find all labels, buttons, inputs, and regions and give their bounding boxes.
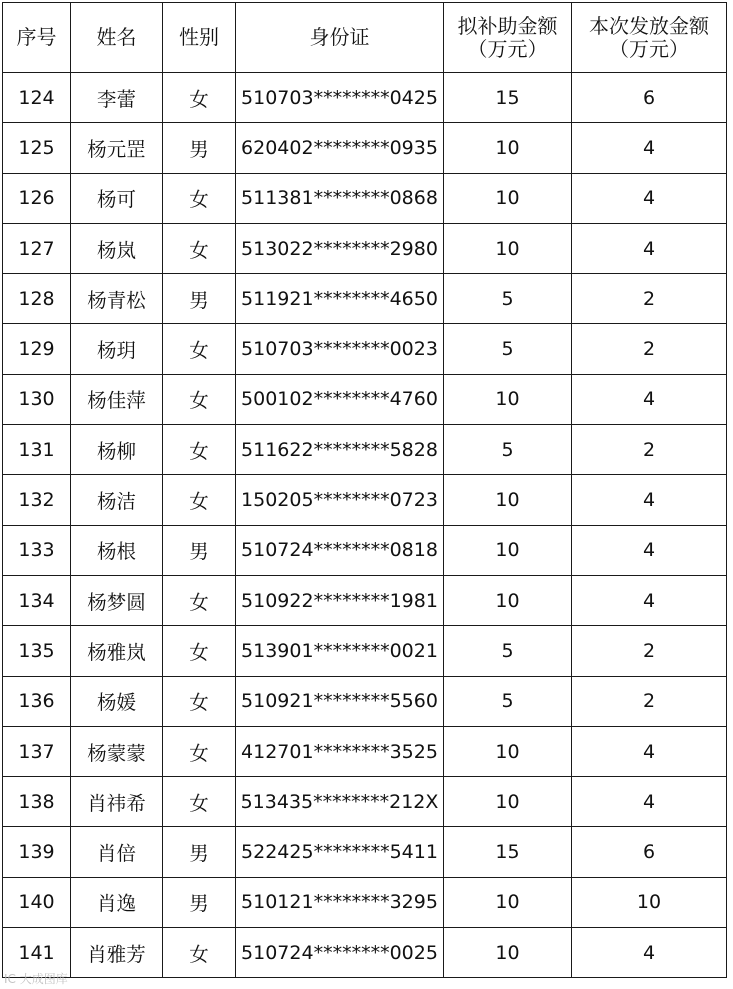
header-id: 身份证	[236, 3, 444, 73]
cell-issued-amount: 4	[572, 374, 727, 424]
cell-issued-amount: 4	[572, 726, 727, 776]
cell-proposed-amount: 10	[444, 123, 572, 173]
cell-id-number: 500102********4760	[236, 374, 444, 424]
cell-gender: 女	[163, 73, 236, 123]
table-row	[3, 425, 727, 475]
header-gender: 性别	[163, 3, 236, 73]
table-body	[3, 73, 727, 978]
cell-id-number: 510724********0025	[236, 928, 444, 978]
cell-seq: 137	[3, 726, 71, 776]
cell-seq: 134	[3, 575, 71, 625]
cell-gender: 女	[163, 374, 236, 424]
cell-name: 杨梦圆	[71, 575, 163, 625]
cell-id-number: 513435********212X	[236, 777, 444, 827]
cell-issued-amount: 4	[572, 123, 727, 173]
cell-name: 肖祎希	[71, 777, 163, 827]
cell-name: 杨媛	[71, 676, 163, 726]
cell-seq: 141	[3, 928, 71, 978]
cell-seq: 125	[3, 123, 71, 173]
cell-proposed-amount: 5	[444, 425, 572, 475]
cell-proposed-amount: 5	[444, 676, 572, 726]
cell-seq: 135	[3, 626, 71, 676]
cell-seq: 127	[3, 223, 71, 273]
cell-issued-amount: 4	[572, 475, 727, 525]
cell-proposed-amount: 10	[444, 475, 572, 525]
cell-seq: 139	[3, 827, 71, 877]
cell-seq: 124	[3, 73, 71, 123]
cell-issued-amount: 4	[572, 777, 727, 827]
cell-name: 杨蒙蒙	[71, 726, 163, 776]
cell-issued-amount: 10	[572, 877, 727, 927]
cell-proposed-amount: 5	[444, 274, 572, 324]
header-name: 姓名	[71, 3, 163, 73]
cell-name: 李蕾	[71, 73, 163, 123]
cell-gender: 女	[163, 425, 236, 475]
cell-gender: 女	[163, 575, 236, 625]
table-row	[3, 223, 727, 273]
header-proposed-label: 拟补助金额	[457, 13, 558, 38]
cell-id-number: 513901********0021	[236, 626, 444, 676]
cell-id-number: 620402********0935	[236, 123, 444, 173]
cell-name: 杨根	[71, 525, 163, 575]
cell-issued-amount: 2	[572, 274, 727, 324]
cell-issued-amount: 6	[572, 73, 727, 123]
header-issued-amount	[572, 3, 727, 73]
cell-proposed-amount: 15	[444, 73, 572, 123]
cell-id-number: 510724********0818	[236, 525, 444, 575]
cell-issued-amount: 4	[572, 525, 727, 575]
cell-id-number: 522425********5411	[236, 827, 444, 877]
cell-gender: 男	[163, 123, 236, 173]
cell-seq: 130	[3, 374, 71, 424]
cell-gender: 女	[163, 626, 236, 676]
watermark: IC 大成图库	[4, 972, 68, 986]
cell-seq: 140	[3, 877, 71, 927]
cell-id-number: 510121********3295	[236, 877, 444, 927]
table-row	[3, 626, 727, 676]
cell-proposed-amount: 10	[444, 223, 572, 273]
header-row	[3, 3, 727, 73]
cell-name: 肖逸	[71, 877, 163, 927]
cell-id-number: 510921********5560	[236, 676, 444, 726]
cell-name: 杨岚	[71, 223, 163, 273]
cell-name: 杨洁	[71, 475, 163, 525]
cell-name: 杨佳萍	[71, 374, 163, 424]
header-seq: 序号	[3, 3, 71, 73]
cell-name: 杨可	[71, 173, 163, 223]
cell-issued-amount: 4	[572, 928, 727, 978]
cell-id-number: 510703********0023	[236, 324, 444, 374]
cell-proposed-amount: 10	[444, 575, 572, 625]
cell-seq: 131	[3, 425, 71, 475]
table-row	[3, 575, 727, 625]
subsidy-table	[2, 2, 727, 978]
cell-seq: 128	[3, 274, 71, 324]
table-row	[3, 173, 727, 223]
cell-id-number: 513022********2980	[236, 223, 444, 273]
cell-proposed-amount: 10	[444, 374, 572, 424]
table-row	[3, 475, 727, 525]
cell-issued-amount: 6	[572, 827, 727, 877]
cell-issued-amount: 4	[572, 173, 727, 223]
cell-proposed-amount: 10	[444, 525, 572, 575]
cell-issued-amount: 2	[572, 425, 727, 475]
cell-issued-amount: 4	[572, 575, 727, 625]
cell-proposed-amount: 10	[444, 777, 572, 827]
cell-name: 杨雅岚	[71, 626, 163, 676]
cell-gender: 男	[163, 525, 236, 575]
cell-name: 杨玥	[71, 324, 163, 374]
cell-seq: 129	[3, 324, 71, 374]
cell-proposed-amount: 5	[444, 324, 572, 374]
cell-id-number: 511622********5828	[236, 425, 444, 475]
cell-name: 杨柳	[71, 425, 163, 475]
table-row	[3, 726, 727, 776]
cell-seq: 126	[3, 173, 71, 223]
cell-issued-amount: 2	[572, 676, 727, 726]
cell-id-number: 511381********0868	[236, 173, 444, 223]
table-row	[3, 274, 727, 324]
cell-gender: 女	[163, 726, 236, 776]
cell-proposed-amount: 10	[444, 726, 572, 776]
cell-gender: 女	[163, 928, 236, 978]
cell-issued-amount: 2	[572, 626, 727, 676]
cell-proposed-amount: 15	[444, 827, 572, 877]
cell-id-number: 150205********0723	[236, 475, 444, 525]
cell-name: 肖雅芳	[71, 928, 163, 978]
cell-gender: 男	[163, 274, 236, 324]
cell-seq: 133	[3, 525, 71, 575]
cell-name: 肖倍	[71, 827, 163, 877]
table-row	[3, 525, 727, 575]
table-row	[3, 123, 727, 173]
table-row	[3, 73, 727, 123]
cell-proposed-amount: 10	[444, 877, 572, 927]
cell-name: 杨元罡	[71, 123, 163, 173]
table-row	[3, 928, 727, 978]
cell-seq: 136	[3, 676, 71, 726]
cell-gender: 女	[163, 173, 236, 223]
table-row	[3, 827, 727, 877]
table-row	[3, 777, 727, 827]
header-proposed-amount	[444, 3, 572, 73]
cell-seq: 132	[3, 475, 71, 525]
cell-proposed-amount: 5	[444, 626, 572, 676]
cell-gender: 女	[163, 223, 236, 273]
cell-gender: 女	[163, 777, 236, 827]
cell-id-number: 412701********3525	[236, 726, 444, 776]
header-issued-label: 本次发放金额	[589, 13, 709, 38]
cell-name: 杨青松	[71, 274, 163, 324]
cell-gender: 男	[163, 827, 236, 877]
table-row	[3, 374, 727, 424]
table-row	[3, 676, 727, 726]
cell-proposed-amount: 10	[444, 173, 572, 223]
cell-id-number: 511921********4650	[236, 274, 444, 324]
cell-issued-amount: 2	[572, 324, 727, 374]
cell-proposed-amount: 10	[444, 928, 572, 978]
table-row	[3, 877, 727, 927]
header-proposed-unit: （万元）	[467, 36, 548, 61]
cell-id-number: 510703********0425	[236, 73, 444, 123]
cell-seq: 138	[3, 777, 71, 827]
table-row	[3, 324, 727, 374]
header-issued-unit: （万元）	[609, 36, 689, 61]
cell-id-number: 510922********1981	[236, 575, 444, 625]
cell-gender: 女	[163, 324, 236, 374]
cell-gender: 女	[163, 676, 236, 726]
cell-gender: 女	[163, 475, 236, 525]
cell-issued-amount: 4	[572, 223, 727, 273]
cell-gender: 男	[163, 877, 236, 927]
